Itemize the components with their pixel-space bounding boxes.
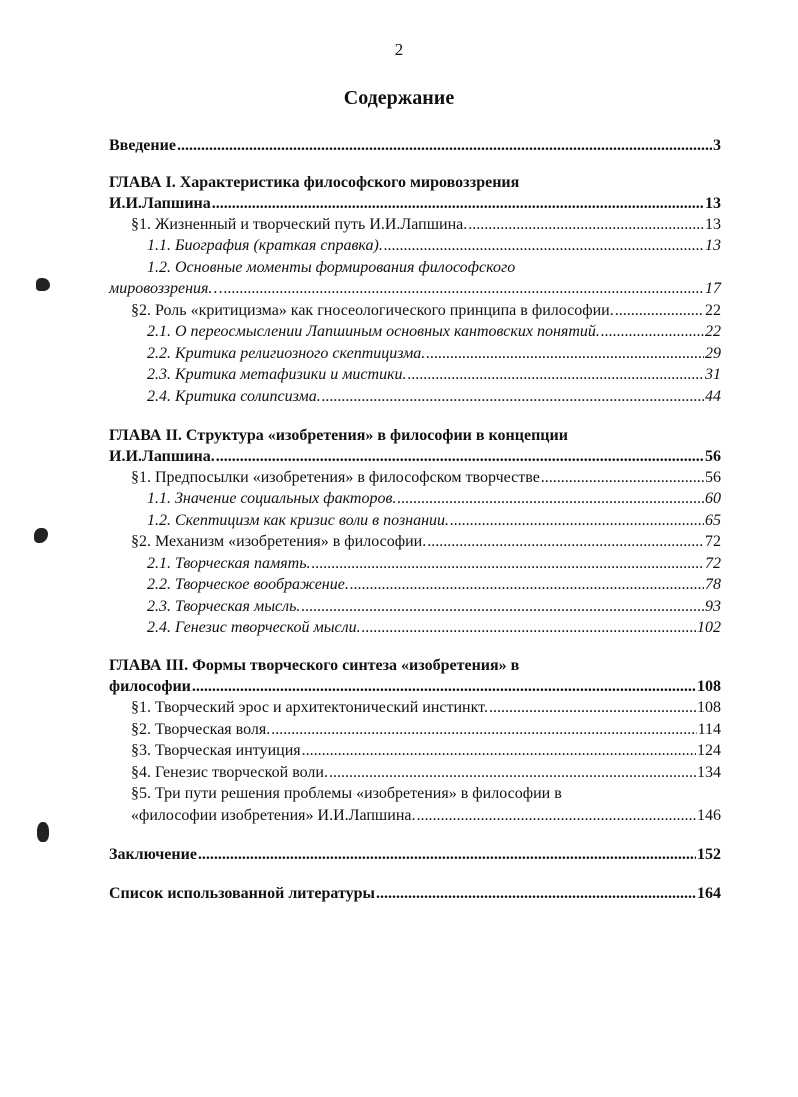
toc-leader [322, 386, 704, 408]
toc-entry-ch1-s1 [131, 214, 721, 236]
toc-leader [216, 446, 704, 468]
toc-entry-text: §3. Творческая интуиция [131, 742, 301, 759]
toc-leader [271, 719, 696, 741]
toc-chapter-3-title: ГЛАВА III. Формы творческого синтеза «изобретения» в [109, 657, 520, 674]
toc-entry-ch3-s5-line1: §5. Три пути решения проблемы «изобретения» в философии в [131, 785, 562, 802]
toc-entry-page: 108 [697, 678, 721, 695]
toc-entry-page: 78 [705, 576, 721, 593]
toc-entry-page: 60 [705, 490, 721, 507]
toc-chapter-1-title: ГЛАВА I. Характеристика философского мировоззрения [109, 174, 520, 191]
toc-leader [416, 805, 696, 827]
toc-leader [350, 574, 704, 596]
page-number: 2 [394, 40, 404, 59]
toc-entry-ch3-s3 [131, 740, 721, 762]
toc-entry-text: философии [109, 678, 191, 695]
toc-entry-conclusion [109, 844, 721, 866]
toc-entry-text: Список использованной литературы [109, 885, 375, 902]
toc-entry-text: 1.1. Значение социальных факторов. [147, 490, 397, 507]
toc-entry-text: §4. Генезис творческой воли. [131, 764, 328, 781]
toc-entry-page: 22 [705, 302, 721, 319]
toc-entry-text: §1. Предпосылки «изобретения» в философском творчестве [131, 469, 540, 486]
toc-leader [450, 510, 704, 532]
toc-entry-ch1-s1-2 [109, 278, 721, 300]
toc-entry-text: 2.4. Генезис творческой мысли. [147, 619, 361, 636]
toc-entry-text: 2.3. Творческая мысль. [147, 598, 301, 615]
toc-entry-page: 72 [705, 555, 721, 572]
scan-speck [36, 278, 50, 291]
toc-leader [384, 235, 704, 257]
scan-speck [37, 822, 49, 842]
toc-entry-page: 44 [705, 388, 721, 405]
toc-entry-text: 2.4. Критика солипсизма. [147, 388, 321, 405]
toc-entry-ch2-s2-1 [147, 553, 721, 575]
toc-entry-ch2-s1-2 [147, 510, 721, 532]
toc-leader [192, 676, 696, 698]
toc-leader [541, 467, 704, 489]
toc-entry-text: И.И.Лапшина. [109, 448, 215, 465]
toc-entry-text: 2.2. Критика религиозного скептицизма. [147, 345, 426, 362]
toc-entry-text: §2. Механизм «изобретения» в философии. [131, 533, 427, 550]
toc-entry-chapter-2 [109, 446, 721, 468]
toc-entry-ch2-s2-3 [147, 596, 721, 618]
toc-entry-page: 13 [705, 195, 721, 212]
toc-entry-text: Введение [109, 137, 176, 154]
toc-chapter-2-title: ГЛАВА II. Структура «изобретения» в философии в концепции [109, 427, 568, 444]
toc-entry-text: 2.1. О переосмыслении Лапшиным основных кантовских понятий. [147, 323, 600, 340]
toc-leader [489, 697, 696, 719]
toc-entry-text: «философии изобретения» И.И.Лапшина. [131, 807, 416, 824]
toc-entry-page: 56 [705, 469, 721, 486]
toc-entry-text: мировоззрения… [109, 280, 223, 297]
toc-entry-ch2-s1-1 [147, 488, 721, 510]
toc-leader [311, 553, 704, 575]
toc-entry-ch2-s2 [131, 531, 721, 553]
toc-leader [468, 214, 704, 236]
toc-entry-page: 13 [705, 216, 721, 233]
toc-leader [212, 193, 704, 215]
toc-entry-ch3-s2 [131, 719, 721, 741]
toc-entry-page: 65 [705, 512, 721, 529]
toc-entry-page: 31 [705, 366, 721, 383]
toc-entry-text: 2.3. Критика метафизики и мистики. [147, 366, 407, 383]
toc-entry-page: 134 [697, 764, 721, 781]
toc-entry-ch1-s1-1 [147, 235, 721, 257]
toc-entry-bibliography [109, 883, 721, 905]
toc-entry-text: §1. Жизненный и творческий путь И.И.Лапшина. [131, 216, 468, 233]
toc-leader [177, 135, 712, 157]
toc-entry-page: 102 [697, 619, 721, 636]
toc-entry-text: 1.2. Скептицизм как кризис воли в познании. [147, 512, 450, 529]
toc-entry-text: И.И.Лапшина [109, 195, 211, 212]
toc-leader [362, 617, 696, 639]
toc-entry-page: 164 [697, 885, 721, 902]
toc-entry-page: 72 [705, 533, 721, 550]
toc-leader [397, 488, 704, 510]
toc-leader [224, 278, 704, 300]
toc-entry-text: §1. Творческий эрос и архитектонический инстинкт. [131, 699, 488, 716]
toc-leader [615, 300, 704, 322]
toc-leader [302, 740, 696, 762]
toc-entry-intro [109, 135, 721, 157]
toc-entry-ch1-s2-4 [147, 386, 721, 408]
toc-leader [601, 321, 704, 343]
toc-leader [426, 343, 704, 365]
toc-entry-ch2-s2-2 [147, 574, 721, 596]
toc-entry-page: 152 [697, 846, 721, 863]
toc-entry-ch3-s4 [131, 762, 721, 784]
toc-entry-page: 56 [705, 448, 721, 465]
toc-leader [198, 844, 696, 866]
toc-entry-text: 2.2. Творческое воображение. [147, 576, 349, 593]
toc-entry-ch1-s2 [131, 300, 721, 322]
toc-entry-ch3-s5 [131, 805, 721, 827]
toc-leader [301, 596, 704, 618]
toc-entry-text: 2.1. Творческая память. [147, 555, 311, 572]
toc-entry-ch3-s1 [131, 697, 721, 719]
toc-entry-page: 108 [697, 699, 721, 716]
toc-entry-text: Заключение [109, 846, 197, 863]
toc-entry-page: 146 [697, 807, 721, 824]
toc-entry-page: 22 [705, 323, 721, 340]
toc-entry-page: 124 [697, 742, 721, 759]
toc-entry-page: 13 [705, 237, 721, 254]
toc-entry-ch2-s1 [131, 467, 721, 489]
toc-entry-ch2-s2-4 [147, 617, 721, 639]
toc-entry-chapter-1 [109, 193, 721, 215]
toc-entry-text: §2. Творческая воля. [131, 721, 271, 738]
toc-entry-chapter-3 [109, 676, 721, 698]
toc-entry-page: 17 [705, 280, 721, 297]
toc-entry-page: 93 [705, 598, 721, 615]
toc-entry-text: 1.1. Биография (краткая справка). [147, 237, 383, 254]
toc-entry-ch1-s2-2 [147, 343, 721, 365]
toc-entry-ch1-s2-3 [147, 364, 721, 386]
toc-entry-ch1-s1-2-line1: 1.2. Основные моменты формирования философского [147, 259, 516, 276]
toc-entry-ch1-s2-1 [147, 321, 721, 343]
toc-leader [376, 883, 696, 905]
toc-entry-page: 114 [697, 721, 721, 738]
toc-entry-page: 3 [713, 137, 721, 154]
toc-leader [427, 531, 704, 553]
toc-entry-page: 29 [705, 345, 721, 362]
page-title: Содержание [343, 87, 455, 109]
toc-entry-text: §2. Роль «критицизма» как гносеологического принципа в философии. [131, 302, 614, 319]
toc-leader [408, 364, 704, 386]
toc-leader [329, 762, 696, 784]
